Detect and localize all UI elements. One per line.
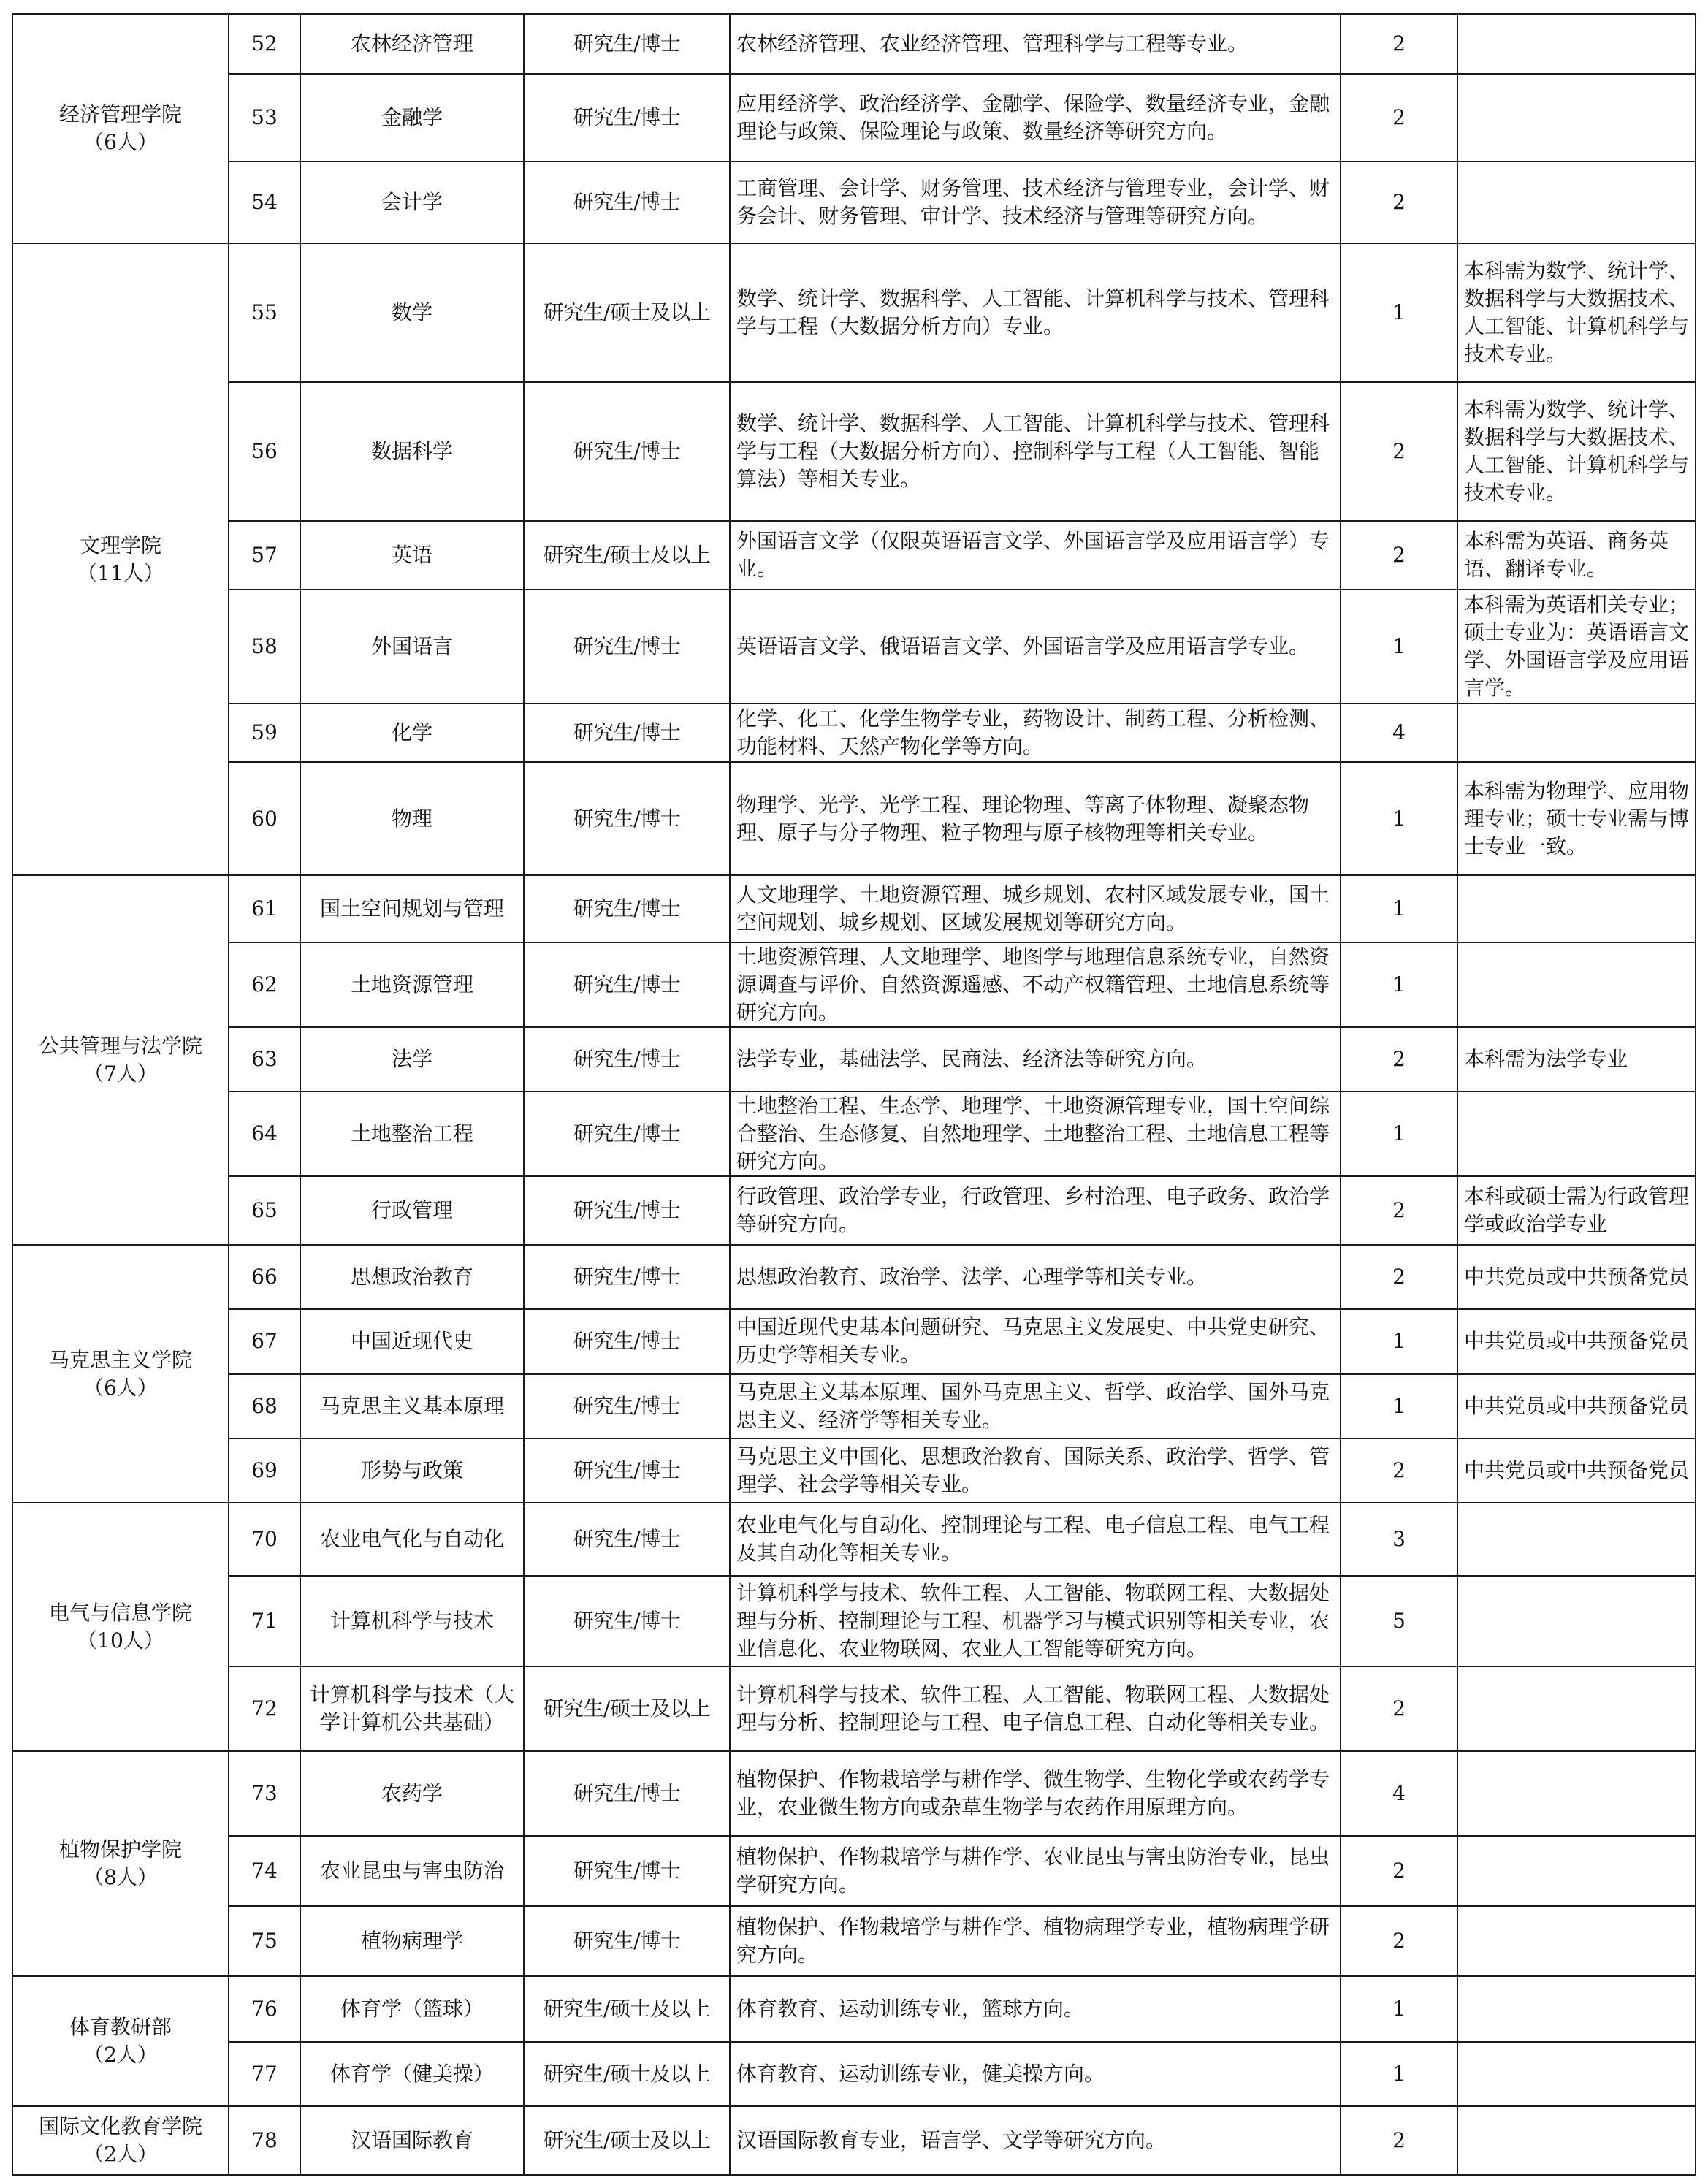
remarks: 中共党员或中共预备党员 xyxy=(1457,1438,1696,1503)
position-name: 金融学 xyxy=(300,74,524,161)
position-name: 植物病理学 xyxy=(300,1906,524,1976)
row-number: 57 xyxy=(229,521,300,590)
major-requirement: 计算机科学与技术、软件工程、人工智能、物联网工程、大数据处理与分析、控制理论与工程、机器学习与模式识别等相关专业，农业信息化、农业物联网、农业人工智能等研究方向。 xyxy=(730,1576,1341,1666)
position-name: 会计学 xyxy=(300,161,524,243)
position-name: 法学 xyxy=(300,1027,524,1091)
row-number: 75 xyxy=(229,1906,300,1976)
row-number: 67 xyxy=(229,1309,300,1373)
major-requirement: 马克思主义基本原理、国外马克思主义、哲学、政治学、国外马克思主义、经济学等相关专业。 xyxy=(730,1374,1341,1438)
education-requirement: 研究生/博士 xyxy=(524,382,730,521)
department-headcount: （10人） xyxy=(77,1628,164,1653)
remarks: 中共党员或中共预备党员 xyxy=(1457,1374,1696,1438)
row-number: 64 xyxy=(229,1091,300,1176)
remarks xyxy=(1457,1836,1696,1906)
position-name: 思想政治教育 xyxy=(300,1245,524,1309)
remarks: 本科需为物理学、应用物理专业；硕士专业需与博士专业一致。 xyxy=(1457,762,1696,875)
table-row xyxy=(12,1906,1696,1976)
row-number: 70 xyxy=(229,1503,300,1576)
table-row xyxy=(12,2042,1696,2106)
hire-count: 5 xyxy=(1341,1576,1457,1666)
department-name: 经济管理学院 xyxy=(58,102,182,127)
row-number: 54 xyxy=(229,161,300,243)
remarks xyxy=(1457,1503,1696,1576)
major-requirement: 植物保护、作物栽培学与耕作学、植物病理学专业，植物病理学研究方向。 xyxy=(730,1906,1341,1976)
table-row xyxy=(12,1438,1696,1503)
education-requirement: 研究生/博士 xyxy=(524,942,730,1027)
table-row xyxy=(12,762,1696,875)
remarks: 中共党员或中共预备党员 xyxy=(1457,1245,1696,1309)
table-row xyxy=(12,1576,1696,1666)
department-headcount: （11人） xyxy=(77,560,164,585)
department-headcount: （2人） xyxy=(83,2141,158,2166)
hire-count: 1 xyxy=(1341,1976,1457,2042)
department-cell xyxy=(12,1976,229,2106)
education-requirement: 研究生/硕士及以上 xyxy=(524,1976,730,2042)
remarks xyxy=(1457,2042,1696,2106)
major-requirement: 思想政治教育、政治学、法学、心理学等相关专业。 xyxy=(730,1245,1341,1309)
row-number: 52 xyxy=(229,14,300,74)
department-headcount: （8人） xyxy=(83,1864,158,1889)
education-requirement: 研究生/硕士及以上 xyxy=(524,2106,730,2175)
position-name: 土地整治工程 xyxy=(300,1091,524,1176)
department-name: 马克思主义学院 xyxy=(48,1347,192,1372)
table-row xyxy=(12,1976,1696,2042)
position-name: 形势与政策 xyxy=(300,1438,524,1503)
major-requirement: 计算机科学与技术、软件工程、人工智能、物联网工程、大数据处理与分析、控制理论与工程、电子信息工程、自动化等相关专业。 xyxy=(730,1666,1341,1751)
row-number: 68 xyxy=(229,1374,300,1438)
remarks xyxy=(1457,2106,1696,2175)
education-requirement: 研究生/博士 xyxy=(524,1027,730,1091)
major-requirement: 法学专业，基础法学、民商法、经济法等研究方向。 xyxy=(730,1027,1341,1091)
major-requirement: 人文地理学、土地资源管理、城乡规划、农村区域发展专业，国土空间规划、城乡规划、区域发展规划等研究方向。 xyxy=(730,875,1341,942)
education-requirement: 研究生/博士 xyxy=(524,1309,730,1373)
major-requirement: 物理学、光学、光学工程、理论物理、等离子体物理、凝聚态物理、原子与分子物理、粒子物理与原子核物理等相关专业。 xyxy=(730,762,1341,875)
position-name: 汉语国际教育 xyxy=(300,2106,524,2175)
position-name: 农业电气化与自动化 xyxy=(300,1503,524,1576)
remarks: 中共党员或中共预备党员 xyxy=(1457,1309,1696,1373)
table-body xyxy=(12,14,1696,2175)
hire-count: 2 xyxy=(1341,1906,1457,1976)
department-name: 国际文化教育学院 xyxy=(38,2114,202,2138)
hire-count: 2 xyxy=(1341,1176,1457,1245)
table-row xyxy=(12,1309,1696,1373)
hire-count: 4 xyxy=(1341,1751,1457,1836)
hire-count: 2 xyxy=(1341,521,1457,590)
table-row xyxy=(12,74,1696,161)
remarks: 本科需为数学、统计学、数据科学与大数据技术、人工智能、计算机科学与技术专业。 xyxy=(1457,382,1696,521)
major-requirement: 工商管理、会计学、财务管理、技术经济与管理专业，会计学、财务会计、财务管理、审计学、技术经济与管理等研究方向。 xyxy=(730,161,1341,243)
row-number: 55 xyxy=(229,243,300,382)
remarks xyxy=(1457,1576,1696,1666)
hire-count: 1 xyxy=(1341,875,1457,942)
table-row xyxy=(12,1374,1696,1438)
department-name: 植物保护学院 xyxy=(58,1837,182,1861)
major-requirement: 外国语言文学（仅限英语语言文学、外国语言学及应用语言学）专业。 xyxy=(730,521,1341,590)
department-cell xyxy=(12,14,229,243)
remarks xyxy=(1457,1666,1696,1751)
education-requirement: 研究生/博士 xyxy=(524,1176,730,1245)
major-requirement: 行政管理、政治学专业，行政管理、乡村治理、电子政务、政治学等研究方向。 xyxy=(730,1176,1341,1245)
hire-count: 2 xyxy=(1341,1245,1457,1309)
education-requirement: 研究生/博士 xyxy=(524,875,730,942)
department-name: 电气与信息学院 xyxy=(48,1600,192,1625)
major-requirement: 汉语国际教育专业，语言学、文学等研究方向。 xyxy=(730,2106,1341,2175)
hire-count: 1 xyxy=(1341,590,1457,704)
department-cell xyxy=(12,243,229,875)
remarks xyxy=(1457,1091,1696,1176)
education-requirement: 研究生/博士 xyxy=(524,704,730,762)
row-number: 61 xyxy=(229,875,300,942)
row-number: 78 xyxy=(229,2106,300,2175)
table-row xyxy=(12,1666,1696,1751)
department-cell xyxy=(12,1751,229,1976)
major-requirement: 农业电气化与自动化、控制理论与工程、电子信息工程、电气工程及其自动化等相关专业。 xyxy=(730,1503,1341,1576)
position-name: 行政管理 xyxy=(300,1176,524,1245)
education-requirement: 研究生/博士 xyxy=(524,1374,730,1438)
hire-count: 2 xyxy=(1341,1666,1457,1751)
hire-count: 1 xyxy=(1341,942,1457,1027)
row-number: 63 xyxy=(229,1027,300,1091)
remarks xyxy=(1457,161,1696,243)
row-number: 53 xyxy=(229,74,300,161)
major-requirement: 植物保护、作物栽培学与耕作学、农业昆虫与害虫防治专业，昆虫学研究方向。 xyxy=(730,1836,1341,1906)
table-row xyxy=(12,942,1696,1027)
major-requirement: 植物保护、作物栽培学与耕作学、微生物学、生物化学或农药学专业，农业微生物方向或杂草生物学与农药作用原理方向。 xyxy=(730,1751,1341,1836)
education-requirement: 研究生/博士 xyxy=(524,1751,730,1836)
table-row xyxy=(12,1836,1696,1906)
department-name: 文理学院 xyxy=(79,533,161,557)
major-requirement: 数学、统计学、数据科学、人工智能、计算机科学与技术、管理科学与工程（大数据分析方向）、控制科学与工程（人工智能、智能算法）等相关专业。 xyxy=(730,382,1341,521)
department-cell xyxy=(12,1503,229,1751)
table-row xyxy=(12,14,1696,74)
position-name: 数学 xyxy=(300,243,524,382)
education-requirement: 研究生/博士 xyxy=(524,1438,730,1503)
table-row xyxy=(12,243,1696,382)
major-requirement: 中国近现代史基本问题研究、马克思主义发展史、中共党史研究、历史学等相关专业。 xyxy=(730,1309,1341,1373)
education-requirement: 研究生/博士 xyxy=(524,762,730,875)
position-name: 农林经济管理 xyxy=(300,14,524,74)
table-row xyxy=(12,161,1696,243)
major-requirement: 化学、化工、化学生物学专业，药物设计、制药工程、分析检测、功能材料、天然产物化学等方向。 xyxy=(730,704,1341,762)
row-number: 60 xyxy=(229,762,300,875)
hire-count: 1 xyxy=(1341,243,1457,382)
row-number: 76 xyxy=(229,1976,300,2042)
education-requirement: 研究生/硕士及以上 xyxy=(524,243,730,382)
department-headcount: （2人） xyxy=(83,2042,158,2067)
hire-count: 2 xyxy=(1341,14,1457,74)
education-requirement: 研究生/博士 xyxy=(524,74,730,161)
position-name: 计算机科学与技术 xyxy=(300,1576,524,1666)
department-cell xyxy=(12,1245,229,1502)
education-requirement: 研究生/硕士及以上 xyxy=(524,1666,730,1751)
row-number: 58 xyxy=(229,590,300,704)
remarks: 本科需为数学、统计学、数据科学与大数据技术、人工智能、计算机科学与技术专业。 xyxy=(1457,243,1696,382)
department-headcount: （7人） xyxy=(83,1062,158,1086)
remarks xyxy=(1457,875,1696,942)
remarks xyxy=(1457,74,1696,161)
hire-count: 2 xyxy=(1341,2106,1457,2175)
table-row xyxy=(12,1027,1696,1091)
row-number: 74 xyxy=(229,1836,300,1906)
table-row xyxy=(12,2106,1696,2175)
hire-count: 2 xyxy=(1341,1836,1457,1906)
remarks xyxy=(1457,1976,1696,2042)
education-requirement: 研究生/博士 xyxy=(524,1576,730,1666)
position-name: 中国近现代史 xyxy=(300,1309,524,1373)
position-name: 计算机科学与技术（大学计算机公共基础） xyxy=(300,1666,524,1751)
hire-count: 4 xyxy=(1341,704,1457,762)
education-requirement: 研究生/博士 xyxy=(524,1906,730,1976)
education-requirement: 研究生/硕士及以上 xyxy=(524,2042,730,2106)
remarks: 本科需为英语相关专业；硕士专业为：英语语言文学、外国语言学及应用语言学。 xyxy=(1457,590,1696,704)
major-requirement: 数学、统计学、数据科学、人工智能、计算机科学与技术、管理科学与工程（大数据分析方向）专业。 xyxy=(730,243,1341,382)
row-number: 56 xyxy=(229,382,300,521)
row-number: 59 xyxy=(229,704,300,762)
hire-count: 3 xyxy=(1341,1503,1457,1576)
remarks: 本科需为英语、商务英语、翻译专业。 xyxy=(1457,521,1696,590)
education-requirement: 研究生/硕士及以上 xyxy=(524,521,730,590)
remarks: 本科需为法学专业 xyxy=(1457,1027,1696,1091)
remarks xyxy=(1457,1906,1696,1976)
remarks xyxy=(1457,1751,1696,1836)
row-number: 71 xyxy=(229,1576,300,1666)
row-number: 72 xyxy=(229,1666,300,1751)
major-requirement: 土地资源管理、人文地理学、地图学与地理信息系统专业，自然资源调查与评价、自然资源遥感、不动产权籍管理、土地信息系统等研究方向。 xyxy=(730,942,1341,1027)
position-name: 马克思主义基本原理 xyxy=(300,1374,524,1438)
hire-count: 2 xyxy=(1341,161,1457,243)
row-number: 65 xyxy=(229,1176,300,1245)
table-row xyxy=(12,382,1696,521)
department-cell xyxy=(12,2106,229,2175)
row-number: 73 xyxy=(229,1751,300,1836)
position-name: 外国语言 xyxy=(300,590,524,704)
education-requirement: 研究生/博士 xyxy=(524,590,730,704)
recruitment-table xyxy=(12,13,1696,2176)
department-name: 公共管理与法学院 xyxy=(38,1034,202,1059)
position-name: 体育学（篮球） xyxy=(300,1976,524,2042)
position-name: 国土空间规划与管理 xyxy=(300,875,524,942)
table-row xyxy=(12,875,1696,942)
remarks xyxy=(1457,704,1696,762)
table-row xyxy=(12,1245,1696,1309)
hire-count: 2 xyxy=(1341,382,1457,521)
major-requirement: 土地整治工程、生态学、地理学、土地资源管理专业，国土空间综合整治、生态修复、自然地理学、土地整治工程、土地信息工程等研究方向。 xyxy=(730,1091,1341,1176)
table-row xyxy=(12,521,1696,590)
hire-count: 1 xyxy=(1341,1374,1457,1438)
position-name: 农药学 xyxy=(300,1751,524,1836)
hire-count: 1 xyxy=(1341,762,1457,875)
position-name: 物理 xyxy=(300,762,524,875)
major-requirement: 应用经济学、政治经济学、金融学、保险学、数量经济专业，金融理论与政策、保险理论与政策、数量经济等研究方向。 xyxy=(730,74,1341,161)
row-number: 66 xyxy=(229,1245,300,1309)
hire-count: 2 xyxy=(1341,1027,1457,1091)
position-name: 农业昆虫与害虫防治 xyxy=(300,1836,524,1906)
table-row xyxy=(12,1503,1696,1576)
row-number: 62 xyxy=(229,942,300,1027)
position-name: 土地资源管理 xyxy=(300,942,524,1027)
major-requirement: 农林经济管理、农业经济管理、管理科学与工程等专业。 xyxy=(730,14,1341,74)
hire-count: 1 xyxy=(1341,1309,1457,1373)
major-requirement: 马克思主义中国化、思想政治教育、国际关系、政治学、哲学、管理学、社会学等相关专业。 xyxy=(730,1438,1341,1503)
position-name: 数据科学 xyxy=(300,382,524,521)
table-row xyxy=(12,704,1696,762)
education-requirement: 研究生/博士 xyxy=(524,1091,730,1176)
major-requirement: 英语语言文学、俄语语言文学、外国语言学及应用语言学专业。 xyxy=(730,590,1341,704)
position-name: 体育学（健美操） xyxy=(300,2042,524,2106)
hire-count: 1 xyxy=(1341,1091,1457,1176)
education-requirement: 研究生/博士 xyxy=(524,1503,730,1576)
remarks: 本科或硕士需为行政管理学或政治学专业 xyxy=(1457,1176,1696,1245)
hire-count: 1 xyxy=(1341,2042,1457,2106)
table-row xyxy=(12,1176,1696,1245)
table-row xyxy=(12,1751,1696,1836)
row-number: 69 xyxy=(229,1438,300,1503)
table-row xyxy=(12,590,1696,704)
education-requirement: 研究生/博士 xyxy=(524,14,730,74)
education-requirement: 研究生/博士 xyxy=(524,1836,730,1906)
hire-count: 2 xyxy=(1341,74,1457,161)
department-headcount: （6人） xyxy=(83,1375,158,1400)
major-requirement: 体育教育、运动训练专业，篮球方向。 xyxy=(730,1976,1341,2042)
remarks xyxy=(1457,14,1696,74)
table-row xyxy=(12,1091,1696,1176)
position-name: 化学 xyxy=(300,704,524,762)
row-number: 77 xyxy=(229,2042,300,2106)
department-headcount: （6人） xyxy=(83,130,158,155)
education-requirement: 研究生/博士 xyxy=(524,161,730,243)
remarks xyxy=(1457,942,1696,1027)
hire-count: 2 xyxy=(1341,1438,1457,1503)
department-cell xyxy=(12,875,229,1245)
major-requirement: 体育教育、运动训练专业，健美操方向。 xyxy=(730,2042,1341,2106)
position-name: 英语 xyxy=(300,521,524,590)
education-requirement: 研究生/博士 xyxy=(524,1245,730,1309)
department-name: 体育教研部 xyxy=(69,2014,172,2039)
